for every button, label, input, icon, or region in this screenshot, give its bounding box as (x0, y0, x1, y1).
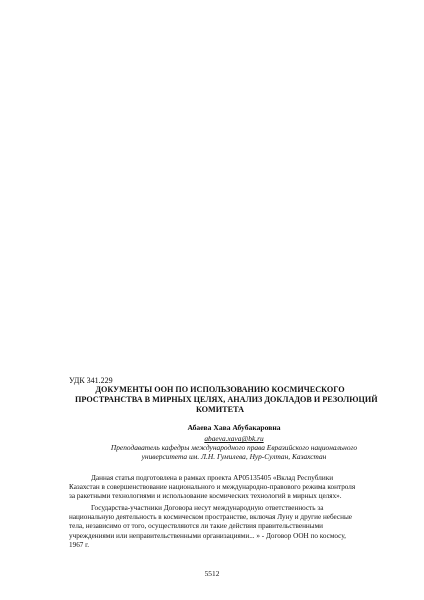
paragraph-project-note (69, 474, 399, 502)
affiliation-line: Преподаватель кафедры международного права Евразийского национального (110, 443, 358, 452)
paragraph-line: национальную деятельность в космическом пространстве, включая Луну и другие небесные (69, 513, 352, 522)
paragraph-line: Государства-участники Договора несут международную ответственность за (91, 504, 324, 512)
paragraph-line: Данная статья подготовлена в рамках проекта AP05135405 «Вклад Республики (91, 474, 334, 482)
paragraph-line: учреждениями или неправительственными организациями... » - Договор ООН по космосу, (69, 531, 346, 540)
affiliation-line: университета им. Л.Н. Гумилева, Нур-Султан, Казахстан (141, 452, 327, 461)
title-line: ДОКУМЕНТЫ ООН ПО ИСПОЛЬЗОВАНИЮ КОСМИЧЕСКОГО (95, 385, 345, 394)
author-name: Абаева Хава Абубакаровна (187, 423, 281, 432)
paragraph-line: 1967 г. (69, 540, 90, 549)
author-email[interactable]: abaeva.xava@bk.ru (204, 434, 264, 443)
title-line: КОМИТЕТА (195, 405, 245, 414)
paragraph-epigraph (69, 504, 399, 550)
paragraph-line: тела, независимо от того, осуществляются ли такие действия правительственными (69, 522, 323, 531)
article-title (75, 385, 378, 415)
udc-code: УДК 341.229 (69, 376, 113, 385)
paragraph-line: Казахстан в совершенствование национального и международно-правового режима контроля (69, 483, 356, 492)
title-line: ПРОСТРАНСТВА В МИРНЫХ ЦЕЛЯХ, АНАЛИЗ ДОКЛАДОВ И РЕЗОЛЮЦИЙ (75, 395, 378, 404)
page-number: 5512 (204, 569, 220, 578)
paragraph-line: за ракетными технологиями и использование космических технологий в мирных целях». (69, 492, 342, 501)
author-affiliation (69, 443, 399, 461)
